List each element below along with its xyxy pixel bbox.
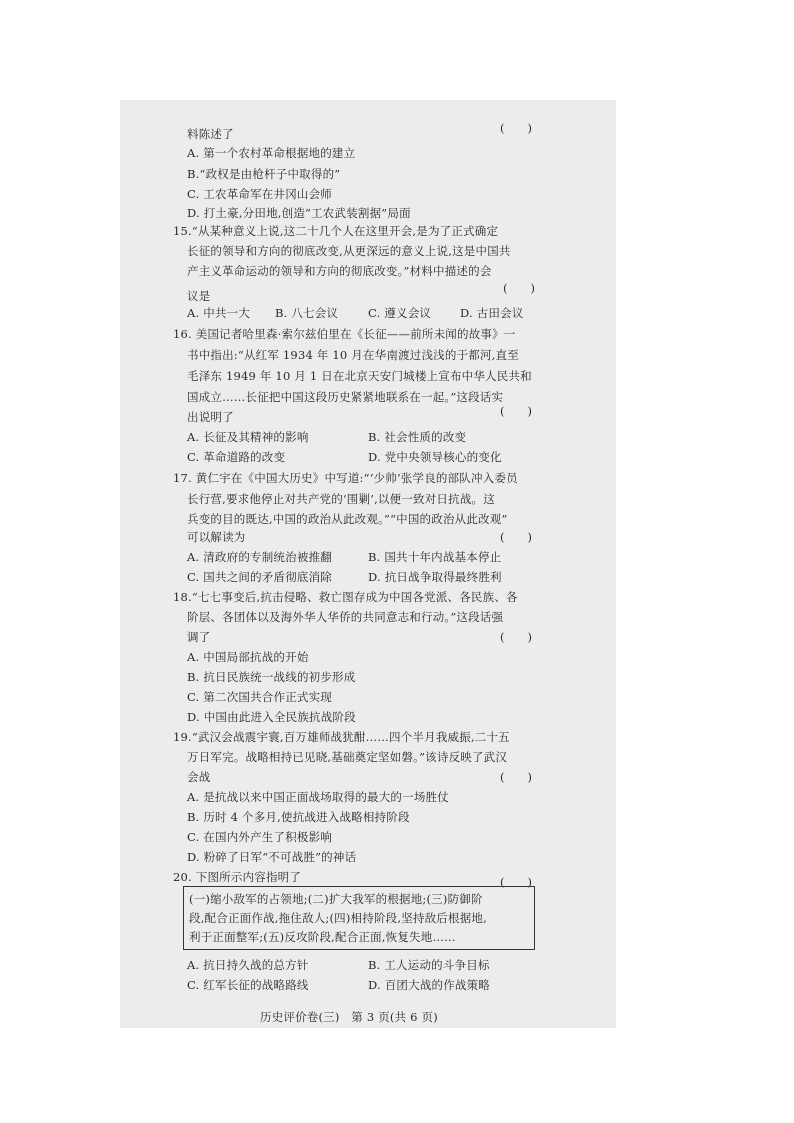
q16-option-b: B. 社会性质的改变 [368,430,467,444]
q16-line-2: 书中指出:“从红军 1934 年 10 月在华南渡过浅浅的于都河,直至 [187,348,519,362]
q20-option-d: D. 百团大战的作战策略 [368,978,491,992]
q16-line-4: 国成立……长征把中国这段历史紧紧地联系在一起。”这段话实 [187,390,504,404]
q14-stem-tail: 料陈述了 [187,127,234,141]
q16-option-d: D. 党中央领导核心的变化 [368,450,502,464]
q20-box-line-1: (一)缩小敌军的占领地;(二)扩大我军的根据地;(三)防御阶 [189,892,483,906]
q14-option-d: D. 打土豪,分田地,创造“工农武装割据”局面 [187,206,411,220]
q15-line-1: 15.“从某种意义上说,这二十几个人在这里开会,是为了正式确定 [173,224,499,238]
q19-line-1: 19.“武汉会战震宇寰,百万雄师战犹酣……四个半月我威振,二十五 [173,730,510,744]
q17-line-4: 可以解读为 [187,530,246,544]
q19-option-c: C. 在国内外产生了积极影响 [187,830,332,844]
page-footer: 历史评价卷(三) 第 3 页(共 6 页) [260,1010,438,1024]
q20-option-a: A. 抗日持久战的总方针 [187,958,309,972]
q15-option-a: A. 中共一大 [187,306,251,320]
q16-line-1: 16. 美国记者哈里森·索尔兹伯里在《长征——前所未闻的故事》一 [173,327,516,341]
q18-option-a: A. 中国局部抗战的开始 [187,650,309,664]
q19-option-d: D. 粉碎了日军“不可战胜”的神话 [187,850,357,864]
q17-line-2: 长行营,要求他停止对共产党的‘围剿’,以便一致对日抗战。这 [187,492,495,506]
q15-line-2: 长征的领导和方向的彻底改变,从更深远的意义上说,这是中国共 [187,244,511,258]
q16-line-5: 出说明了 [187,410,234,424]
q14-option-a: A. 第一个农村革命根据地的建立 [187,146,356,160]
q18-line-3: 调了 [187,630,211,644]
q17-option-c: C. 国共之间的矛盾彻底消除 [187,570,332,584]
q20-box-line-2: 段,配合正面作战,拖住敌人;(四)相持阶段,坚持敌后根据地, [189,911,487,925]
q19-option-b: B. 历时 4 个多月,使抗战进入战略相持阶段 [187,810,410,824]
q17-answer-paren: ( ) [500,530,532,544]
q20-material-box [183,886,535,950]
q15-option-c: C. 遵义会议 [368,306,432,320]
q17-line-1: 17. 黄仁宇在《中国大历史》中写道:“‘少帅’张学良的部队冲入委员 [173,471,518,485]
q15-option-b: B. 八七会议 [275,306,339,320]
q18-option-c: C. 第二次国共合作正式实现 [187,690,332,704]
q18-option-d: D. 中国由此进入全民族抗战阶段 [187,710,356,724]
q16-option-a: A. 长征及其精神的影响 [187,430,309,444]
q19-answer-paren: ( ) [500,770,532,784]
q17-option-a: A. 清政府的专制统治被推翻 [187,550,332,564]
q16-line-3: 毛泽东 1949 年 10 月 1 日在北京天安门城楼上宣布中华人民共和 [187,369,532,383]
q20-option-b: B. 工人运动的斗争目标 [368,958,490,972]
q16-answer-paren: ( ) [500,404,532,418]
q17-option-d: D. 抗日战争取得最终胜利 [368,570,502,584]
q16-option-c: C. 革命道路的改变 [187,450,286,464]
q14-option-c: C. 工农革命军在井冈山会师 [187,187,332,201]
q15-answer-paren: ( ) [503,281,535,295]
q14-answer-paren: ( ) [500,121,532,135]
q18-line-2: 阶层、各团体以及海外华人华侨的共同意志和行动。”这段话强 [187,610,504,624]
q20-stem: 20. 下图所示内容指明了 [173,870,302,884]
q19-line-2: 万日军完。战略相持已见晓,基础奠定坚如磐。”该诗反映了武汉 [187,750,508,764]
q19-line-3: 会战 [187,770,211,784]
q15-option-d: D. 古田会议 [460,306,524,320]
q18-option-b: B. 抗日民族统一战线的初步形成 [187,670,356,684]
exam-page-photo [120,100,616,1028]
q20-option-c: C. 红军长征的战略路线 [187,978,309,992]
q20-box-line-3: 利于正面整军;(五)反攻阶段,配合正面,恢复失地…… [189,930,456,944]
q17-option-b: B. 国共十年内战基本停止 [368,550,502,564]
q15-line-4: 议是 [187,289,211,303]
q17-line-3: 兵变的目的既达,中国的政治从此改观。”“中国的政治从此改观” [187,512,508,526]
q15-line-3: 产主义革命运动的领导和方向的彻底改变。”材料中描述的会 [187,264,492,278]
q19-option-a: A. 是抗战以来中国正面战场取得的最大的一场胜仗 [187,790,449,804]
q14-option-b: B.“政权是由枪杆子中取得的” [187,167,341,181]
q18-answer-paren: ( ) [500,630,532,644]
q20-answer-paren: ( ) [500,875,532,889]
q18-line-1: 18.“七七事变后,抗击侵略、救亡图存成为中国各党派、各民族、各 [173,590,518,604]
